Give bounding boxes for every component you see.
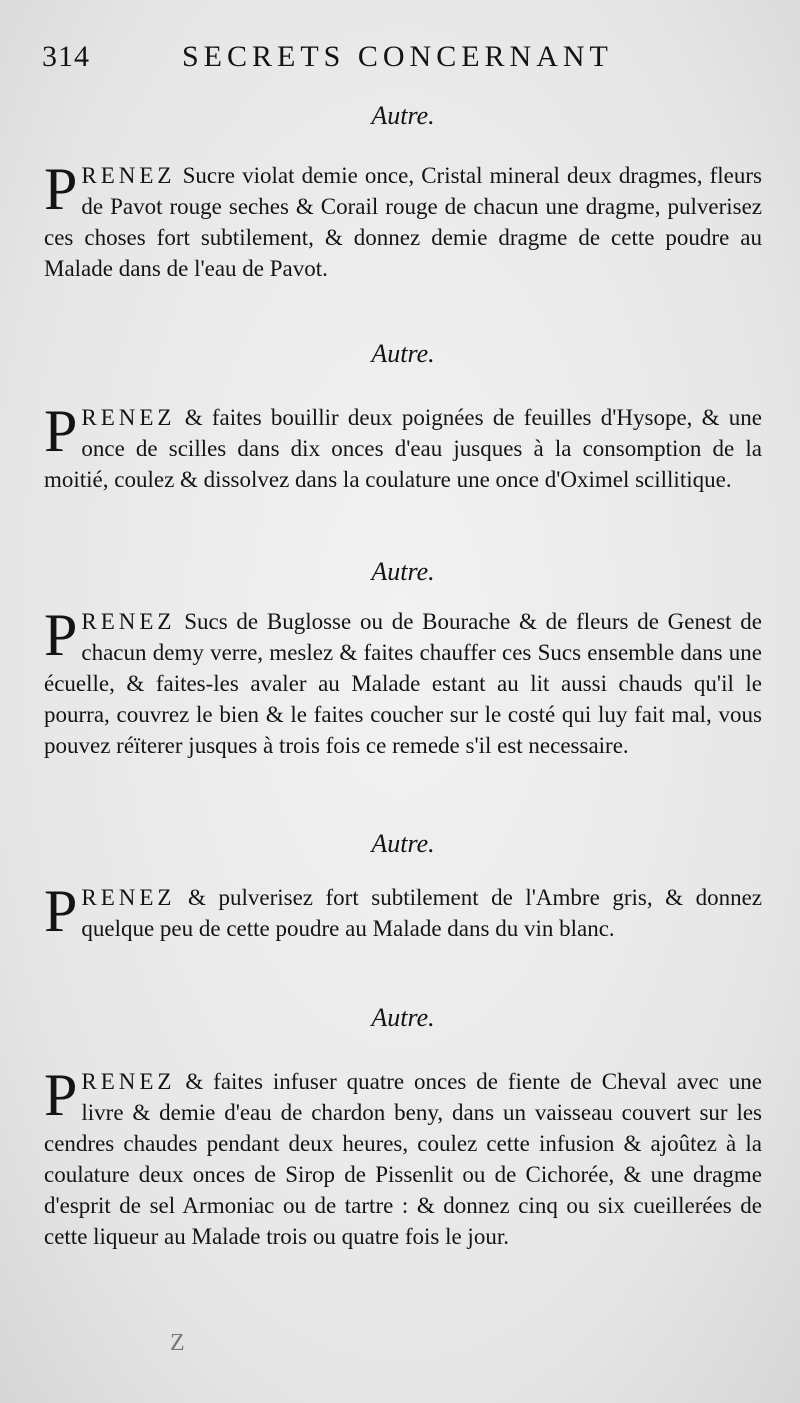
lead-word: RENEZ: [81, 405, 176, 430]
recipe-paragraph: [44, 878, 762, 944]
drop-cap: P: [44, 398, 78, 464]
lead-word: RENEZ: [81, 163, 176, 188]
paragraph-text: Sucre violat demie once, Cristal mineral deux dragmes, fleurs de Pavot rouge seches & Corail rouge de chacun une dragme, pulverisez ces choses fort subtilement, & donnez demie dragme de cette poudre au Malade dans de l'eau de Pavot.: [44, 163, 762, 281]
lead-word: RENEZ: [81, 1069, 176, 1094]
section-heading: Autre.: [371, 829, 435, 858]
drop-cap: P: [44, 1062, 78, 1128]
paragraph-text: & pulverisez fort subtilement de l'Ambre gris, & donnez quelque peu de cette poudre au Malade dans du vin blanc.: [81, 885, 762, 941]
lead-word: RENEZ: [81, 885, 176, 910]
page-number: 314: [42, 40, 90, 73]
section-heading: Autre.: [371, 339, 435, 368]
recipe-paragraph: [44, 398, 762, 495]
drop-cap: P: [44, 602, 78, 668]
paragraph-text: & faites bouillir deux poignées de feuilles d'Hysope, & une once de scilles dans dix onces d'eau jusques à la consomption de la moitié, coulez & dissolvez dans la coulature une once d'Oximel scillitique.: [44, 405, 762, 492]
lead-word: RENEZ: [81, 609, 176, 634]
running-title: SECRETS CONCERNANT: [182, 40, 613, 73]
recipe-paragraph: [44, 156, 762, 284]
section-heading: Autre.: [371, 557, 435, 586]
recipe-section: [44, 338, 762, 495]
section-heading: Autre.: [371, 101, 435, 130]
paragraph-text: & faites infuser quatre onces de fiente de Cheval avec une livre & demie d'eau de chardon beny, dans un vaisseau couvert sur les cendres chaudes pendant deux heures, coulez cette infusion & ajoûtez à la coulature deux onces de Sirop de Pissenlit ou de Cichorée, & une dragme d'esprit de sel Armoniac ou de tartre : & donnez cinq ou six cueillerées de cette liqueur au Malade trois ou quatre fois le jour.: [44, 1069, 762, 1249]
recipe-paragraph: [44, 1062, 762, 1252]
recipe-section: [44, 100, 762, 284]
drop-cap: P: [44, 156, 78, 222]
drop-cap: P: [44, 878, 78, 944]
page-header: [42, 40, 762, 80]
paragraph-text: Sucs de Buglosse ou de Bourache & de fleurs de Genest de chacun demy verre, meslez & faites chauffer ces Sucs ensemble dans une écuelle, & faites-les avaler au Malade estant au lit aussi chauds qu'il le pourra, couvrez le bien & le faites coucher sur le costé qui luy fait mal, vous pouvez réïterer jusques à trois fois ce remede s'il est necessaire.: [44, 609, 762, 758]
section-heading: Autre.: [371, 1003, 435, 1032]
recipe-section: [44, 828, 762, 944]
signature-mark: Z: [170, 1330, 185, 1356]
recipe-section: [44, 556, 762, 761]
recipe-section: [44, 1002, 762, 1252]
recipe-paragraph: [44, 602, 762, 761]
